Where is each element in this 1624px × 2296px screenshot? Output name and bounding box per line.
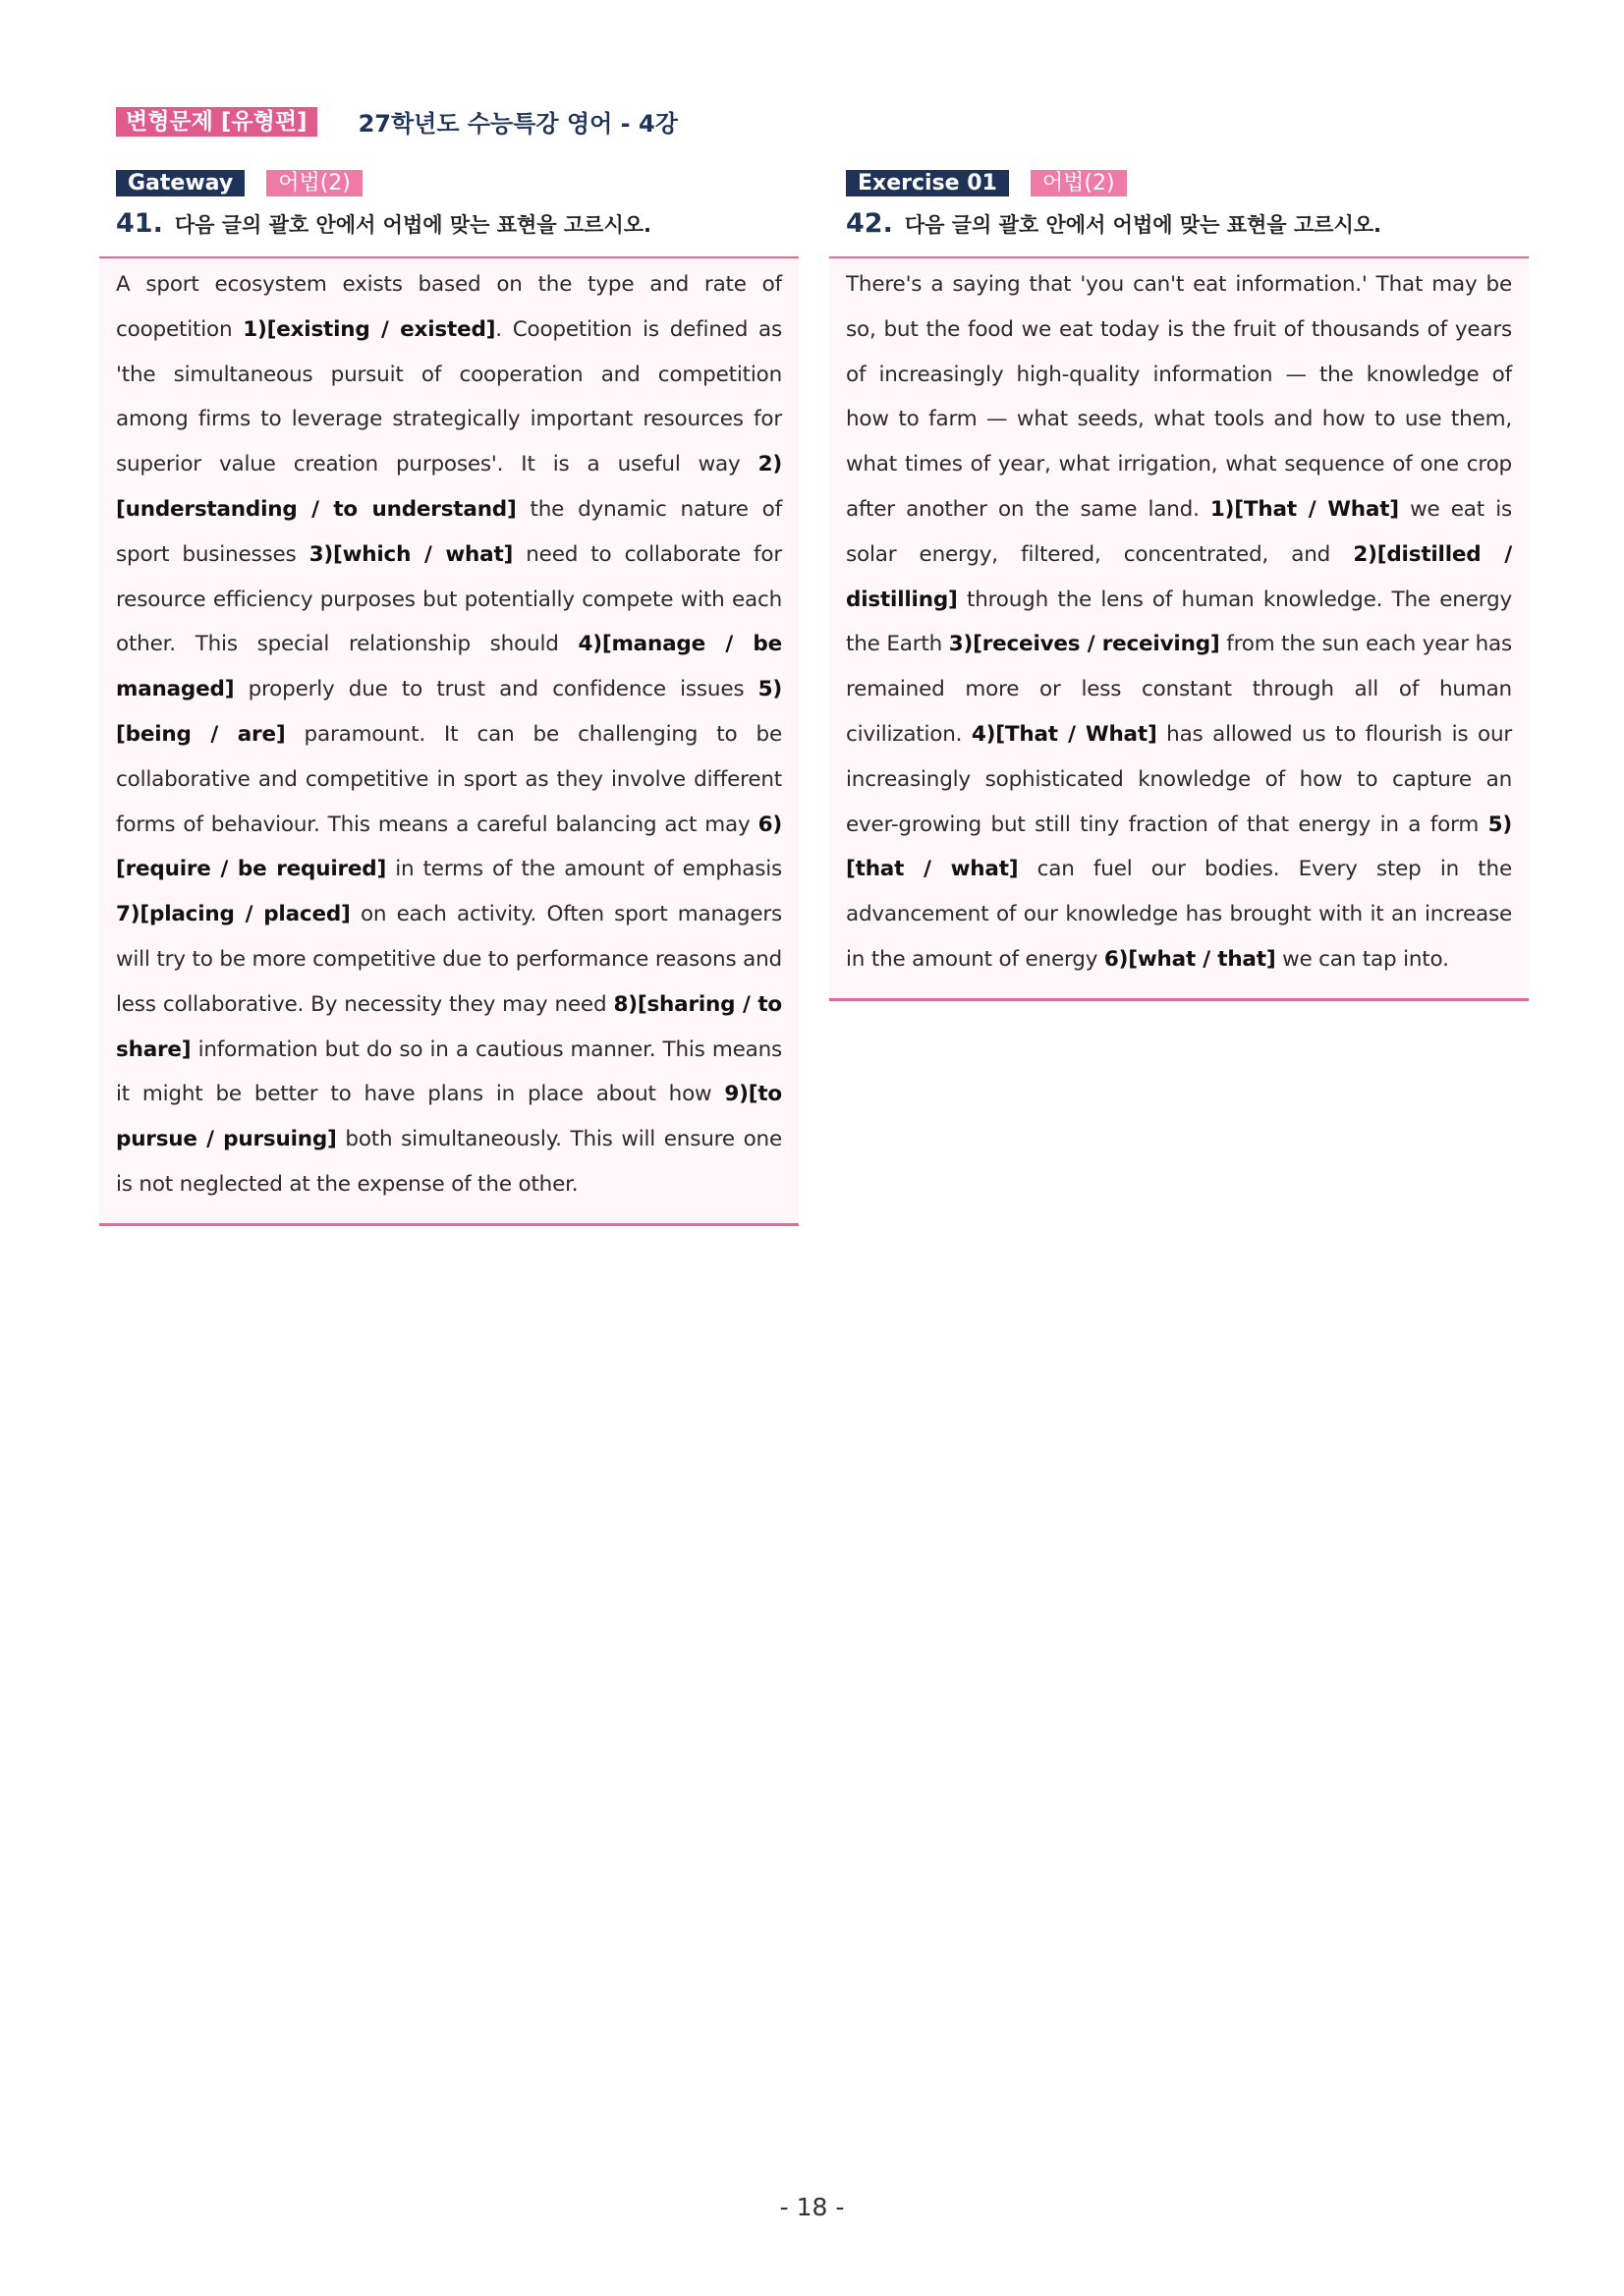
passage-text bbox=[846, 262, 1512, 982]
answer-choice: 5)[being / are] bbox=[116, 677, 782, 747]
answer-choice: 3)[receives / receiving] bbox=[948, 632, 1220, 657]
passage-box bbox=[99, 256, 799, 1226]
answer-choice: 6)[require / be required] bbox=[116, 812, 782, 882]
question-42 bbox=[846, 208, 1529, 239]
passage-text bbox=[116, 262, 782, 1207]
answer-choice: 2)[distilled / distilling] bbox=[846, 541, 1512, 612]
question-number: 41. bbox=[116, 208, 163, 239]
answer-choice: 5)[that / what] bbox=[846, 812, 1512, 882]
tag-question-type: 어법(2) bbox=[266, 170, 363, 196]
right-tags bbox=[846, 169, 1529, 196]
tag-exercise: Exercise 01 bbox=[846, 170, 1009, 196]
passage-segment: paramount. It can be challenging to be collaborative and competitive in sport as they involve different forms of behaviour. This means a careful balancing act may bbox=[116, 721, 782, 837]
answer-choice: 4)[That / What] bbox=[971, 721, 1157, 747]
left-tags bbox=[116, 169, 799, 196]
left-column bbox=[99, 169, 799, 1226]
tag-question-type: 어법(2) bbox=[1031, 170, 1127, 196]
passage-segment: . Coopetition is defined as 'the simultaneous pursuit of cooperation and competition among firms to leverage strategically important resources for superior value creation purposes'. It is a useful way bbox=[116, 316, 783, 477]
page-title: 27학년도 수능특강 영어 - 4강 bbox=[358, 110, 678, 138]
page-number: - 18 - bbox=[779, 2193, 845, 2221]
passage-segment: the dynamic nature of sport businesses bbox=[116, 496, 783, 567]
answer-choice: 9)[to pursue / pursuing] bbox=[116, 1082, 782, 1152]
answer-choice: 7)[placing / placed] bbox=[116, 902, 351, 927]
passage-segment: can fuel our bodies. Every step in the advancement of our knowledge has brought with it an increase in the amount of energy bbox=[846, 857, 1512, 972]
page-header bbox=[116, 104, 678, 139]
passage-segment: There's a saying that 'you can't eat information.' That may be so, but the food we eat today is the fruit of thousands of years of increasingly high-quality information — the knowledge of how to farm — what seeds, what tools and how to use them, what times of year, what irrigation, what sequence of one crop after another on the same land. bbox=[846, 272, 1512, 522]
passage-segment: both simultaneously. This will ensure one is not neglected at the expense of the other. bbox=[116, 1127, 782, 1197]
passage-box bbox=[829, 256, 1529, 1001]
answer-choice: 6)[what / that] bbox=[1103, 946, 1276, 972]
passage-segment: information but do so in a cautious manner. This means it might be better to have plans in place about how bbox=[116, 1036, 782, 1107]
passage-segment: on each activity. Often sport managers will try to be more competitive due to performance reasons and less collaborative. By necessity they may need bbox=[116, 902, 782, 1017]
question-instruction: 다음 글의 괄호 안에서 어법에 맞는 표현을 고르시오. bbox=[174, 213, 652, 237]
passage-segment: from the sun each year has remained more or less constant through all of human civilization. bbox=[846, 632, 1513, 747]
question-41 bbox=[116, 208, 799, 239]
answer-choice: 2)[understanding / to understand] bbox=[116, 452, 782, 522]
question-number: 42. bbox=[846, 208, 893, 239]
tag-gateway: Gateway bbox=[116, 170, 245, 196]
passage-segment: we can tap into. bbox=[1275, 946, 1449, 972]
passage-segment: has allowed us to flourish is our increasingly sophisticated knowledge of how to capture an ever-growing but still tiny fraction of that energy in a form bbox=[846, 721, 1513, 837]
passage-segment: need to collaborate for resource efficiency purposes but potentially compete with each other. This special relationship should bbox=[116, 541, 782, 657]
passage-segment: properly due to trust and confidence issues bbox=[234, 677, 758, 702]
question-instruction: 다음 글의 괄호 안에서 어법에 맞는 표현을 고르시오. bbox=[904, 213, 1382, 237]
passage-segment: in terms of the amount of emphasis bbox=[386, 857, 783, 882]
section-badge: 변형문제 [유형편] bbox=[116, 107, 317, 137]
answer-choice: 1)[That / What] bbox=[1209, 496, 1399, 522]
answer-choice: 3)[which / what] bbox=[308, 541, 514, 567]
right-column bbox=[829, 169, 1529, 1001]
passage-segment: through the lens of human knowledge. The energy the Earth bbox=[846, 587, 1512, 657]
passage-segment: we eat is solar energy, filtered, concentrated, and bbox=[846, 496, 1512, 567]
passage-segment: A sport ecosystem exists based on the type and rate of coopetition bbox=[116, 272, 782, 342]
answer-choice: 1)[existing / existed] bbox=[243, 316, 496, 342]
answer-choice: 8)[sharing / to share] bbox=[116, 991, 782, 1062]
answer-choice: 4)[manage / be managed] bbox=[116, 632, 782, 702]
